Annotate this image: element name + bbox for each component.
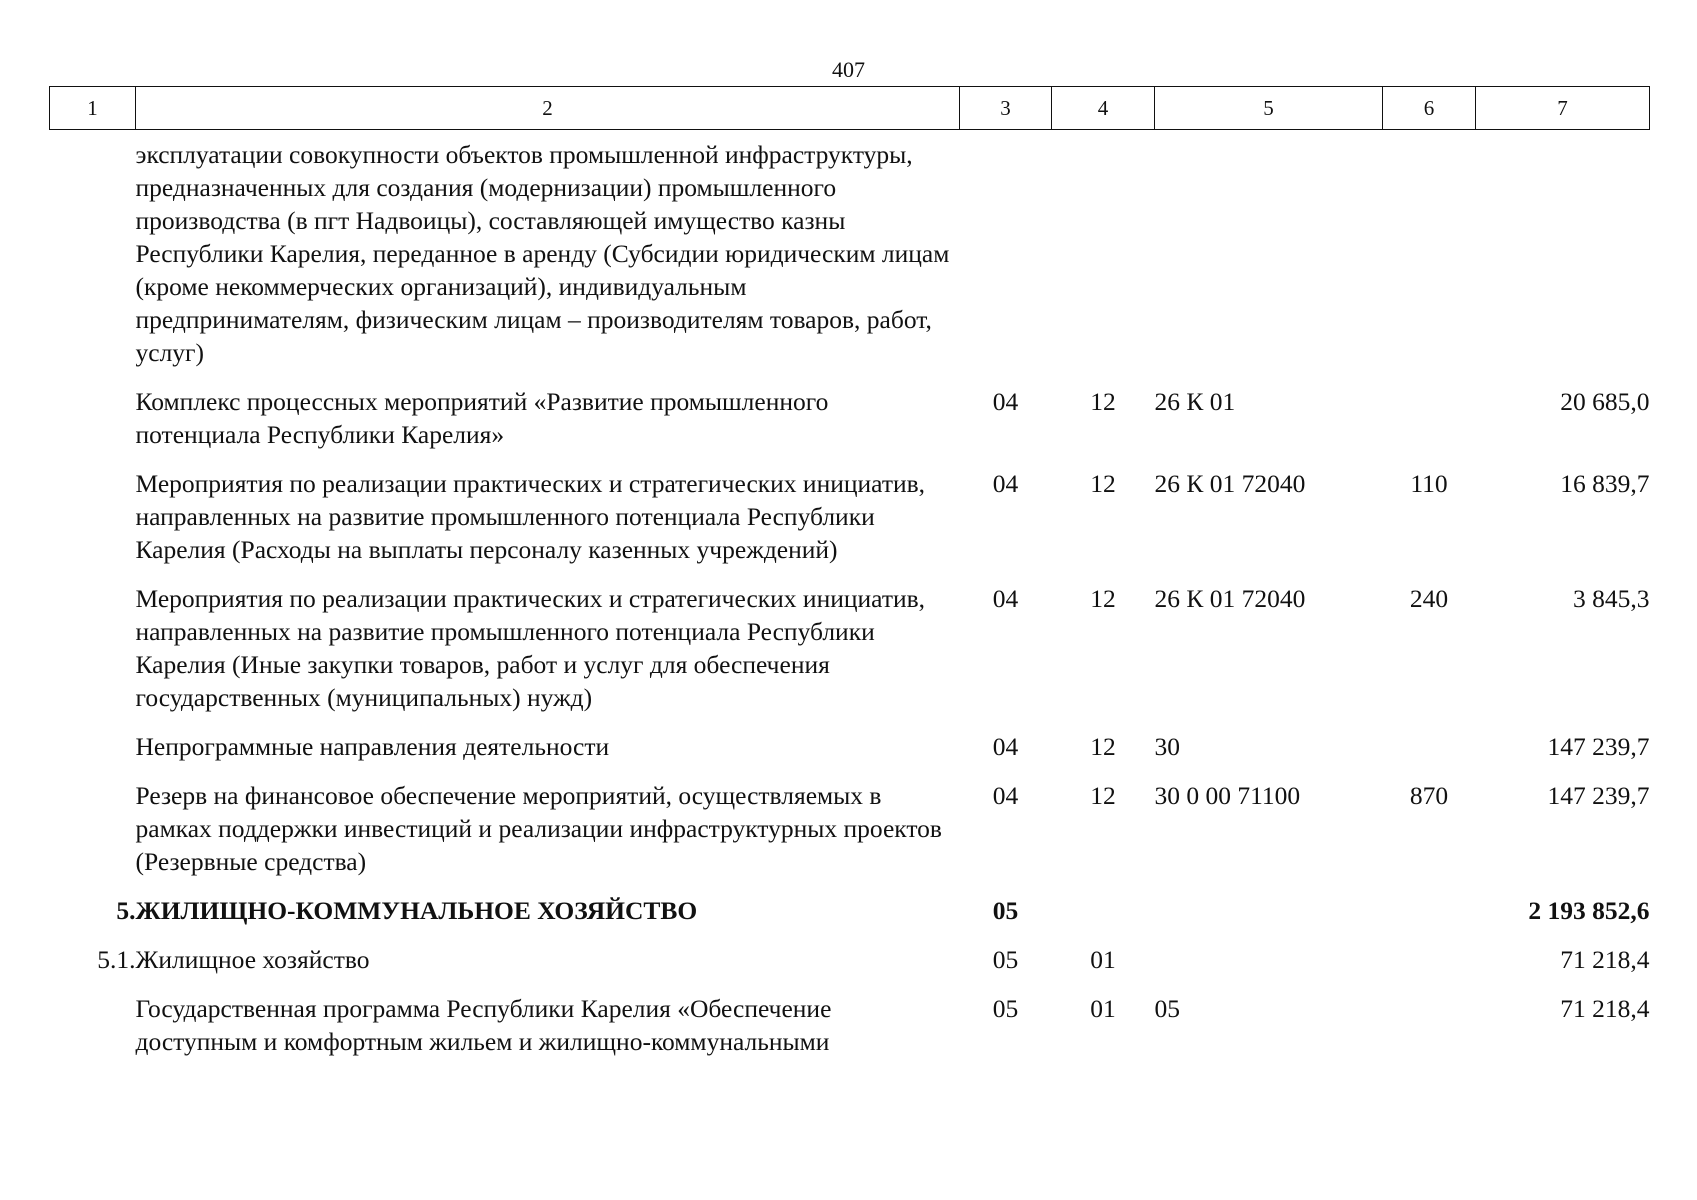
header-cell-4: 4 bbox=[1052, 87, 1155, 130]
row-number bbox=[50, 385, 136, 467]
row-target-article: 30 0 00 71100 bbox=[1154, 781, 1301, 810]
row-number bbox=[50, 992, 136, 1074]
row-expense-type bbox=[1383, 894, 1476, 943]
page-number: 407 bbox=[832, 57, 865, 82]
row-amount: 71 218,4 bbox=[1560, 945, 1650, 974]
row-section bbox=[960, 130, 1052, 386]
header-cell-6: 6 bbox=[1383, 87, 1476, 130]
row-number bbox=[50, 467, 136, 582]
row-section: 05 bbox=[992, 994, 1019, 1023]
row-amount: 20 685,0 bbox=[1560, 387, 1650, 416]
row-amount bbox=[1476, 130, 1650, 386]
table-row bbox=[50, 894, 1650, 943]
row-section: 05 bbox=[992, 945, 1019, 974]
header-cell-3: 3 bbox=[960, 87, 1052, 130]
row-section: 04 bbox=[992, 732, 1019, 761]
row-amount: 2 193 852,6 bbox=[1528, 896, 1650, 925]
row-expense-type bbox=[1383, 730, 1476, 779]
row-section: 04 bbox=[992, 781, 1019, 810]
row-name: Непрограммные направления деятельности bbox=[135, 732, 610, 761]
row-target-article bbox=[1155, 943, 1383, 992]
row-number bbox=[50, 582, 136, 730]
row-target-article bbox=[1155, 894, 1383, 943]
row-section: 05 bbox=[992, 896, 1019, 925]
row-subsection: 01 bbox=[1090, 994, 1116, 1023]
row-subsection: 12 bbox=[1090, 732, 1116, 761]
row-target-article: 05 bbox=[1154, 994, 1180, 1023]
table-body bbox=[50, 130, 1650, 1075]
row-amount: 71 218,4 bbox=[1560, 994, 1650, 1023]
row-number: 5. bbox=[116, 896, 136, 925]
row-name: ЖИЛИЩНО-КОММУНАЛЬНОЕ ХОЗЯЙСТВО bbox=[135, 896, 698, 925]
row-name: Комплекс процессных мероприятий «Развитие промышленного потенциала Республики Карелия» bbox=[135, 387, 829, 449]
row-subsection: 12 bbox=[1090, 584, 1116, 613]
row-expense-type bbox=[1383, 992, 1476, 1074]
table-row bbox=[50, 730, 1650, 779]
table-row bbox=[50, 130, 1650, 386]
row-subsection: 12 bbox=[1090, 469, 1116, 498]
row-target-article: 26 К 01 72040 bbox=[1154, 469, 1306, 498]
row-name: Жилищное хозяйство bbox=[135, 945, 370, 974]
row-target-article bbox=[1155, 130, 1383, 386]
row-name: эксплуатации совокупности объектов промышленной инфраструктуры, предназначенных для создания (модернизации) промышленного производства (в пгт Надвоицы), составляющей имущество казны Республики Карелия, переданное в аренду (Субсидии юридическим лицам (кроме некоммерческих организаций), индивидуальным предпринимателям, физическим лицам – производителям товаров, работ, услуг) bbox=[135, 140, 950, 367]
row-number: 5.1. bbox=[97, 945, 136, 974]
row-target-article: 26 К 01 72040 bbox=[1154, 584, 1306, 613]
row-amount: 147 239,7 bbox=[1547, 732, 1650, 761]
row-subsection bbox=[1052, 130, 1155, 386]
row-target-article: 26 К 01 bbox=[1154, 387, 1236, 416]
budget-table bbox=[49, 86, 1650, 1074]
header-cell-5: 5 bbox=[1155, 87, 1383, 130]
row-subsection: 01 bbox=[1090, 945, 1116, 974]
row-expense-type: 240 bbox=[1409, 584, 1449, 613]
row-number bbox=[50, 779, 136, 894]
row-number bbox=[50, 130, 136, 386]
row-expense-type bbox=[1383, 385, 1476, 467]
row-subsection bbox=[1052, 894, 1155, 943]
table-row bbox=[50, 992, 1650, 1074]
header-cell-1: 1 bbox=[50, 87, 136, 130]
row-number bbox=[50, 730, 136, 779]
row-section: 04 bbox=[992, 584, 1019, 613]
row-expense-type: 110 bbox=[1410, 469, 1448, 498]
table-row bbox=[50, 467, 1650, 582]
header-cell-2: 2 bbox=[136, 87, 960, 130]
table-row bbox=[50, 385, 1650, 467]
row-name: Государственная программа Республики Карелия «Обеспечение доступным и комфортным жильем и жилищно-коммунальными bbox=[135, 994, 832, 1056]
row-name: Резерв на финансовое обеспечение мероприятий, осуществляемых в рамках поддержки инвестиций и реализации инфраструктурных проектов (Резервные средства) bbox=[135, 781, 942, 876]
table-row bbox=[50, 943, 1650, 992]
row-expense-type: 870 bbox=[1409, 781, 1449, 810]
row-target-article: 30 bbox=[1154, 732, 1180, 761]
header-cell-7: 7 bbox=[1476, 87, 1650, 130]
table-row bbox=[50, 582, 1650, 730]
row-amount: 16 839,7 bbox=[1560, 469, 1650, 498]
row-name: Мероприятия по реализации практических и стратегических инициатив, направленных на развитие промышленного потенциала Республики Карелия (Расходы на выплаты персоналу казенных учреждений) bbox=[135, 469, 926, 564]
row-amount: 3 845,3 bbox=[1573, 584, 1650, 613]
row-subsection: 12 bbox=[1090, 781, 1116, 810]
row-amount: 147 239,7 bbox=[1547, 781, 1650, 810]
row-expense-type bbox=[1383, 943, 1476, 992]
row-section: 04 bbox=[992, 387, 1019, 416]
row-expense-type bbox=[1383, 130, 1476, 386]
row-name: Мероприятия по реализации практических и стратегических инициатив, направленных на развитие промышленного потенциала Республики Карелия (Иные закупки товаров, работ и услуг для обеспечения государственных (муниципальных) нужд) bbox=[135, 584, 926, 712]
header-row bbox=[50, 87, 1650, 130]
table-row bbox=[50, 779, 1650, 894]
row-subsection: 12 bbox=[1090, 387, 1116, 416]
row-section: 04 bbox=[992, 469, 1019, 498]
